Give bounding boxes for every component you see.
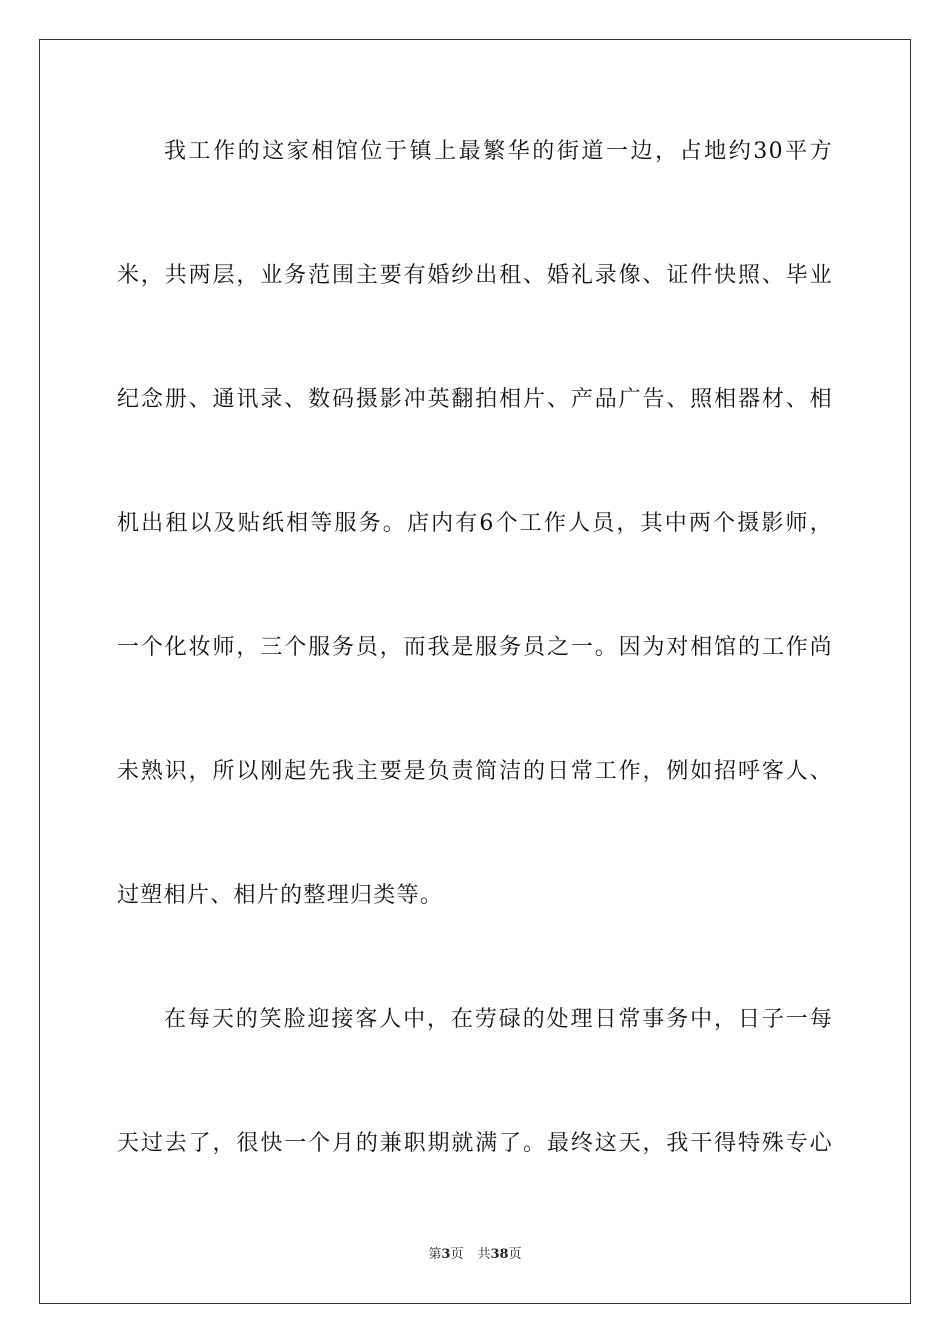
total-pages: 38: [490, 1247, 509, 1262]
total-prefix: 共: [477, 1247, 491, 1262]
paragraph-2-line-1: 在每天的笑脸迎接客人中，在劳碌的处理日常事务中，日子一每: [164, 1007, 833, 1032]
paragraph-1-line-5: 一个化妆师，三个服务员，而我是服务员之一。因为对相馆的工作尚: [117, 635, 833, 660]
page-border: [39, 39, 911, 1304]
total-suffix: 页: [508, 1247, 522, 1262]
paragraph-1-line-4: 机出租以及贴纸相等服务。店内有6个工作人员，其中两个摄影师，: [117, 511, 833, 536]
page-suffix: 页: [450, 1247, 464, 1262]
paragraph-1-line-2: 米，共两层，业务范围主要有婚纱出租、婚礼录像、证件快照、毕业: [117, 263, 833, 288]
paragraph-1-line-3: 纪念册、通讯录、数码摄影冲英翻拍相片、产品广告、照相器材、相: [117, 387, 833, 412]
paragraph-1-line-6: 未熟识，所以刚起先我主要是负责简洁的日常工作，例如招呼客人、: [117, 759, 833, 784]
paragraph-1-line-1: 我工作的这家相馆位于镇上最繁华的街道一边，占地约30平方: [164, 139, 833, 164]
paragraph-2-line-2: 天过去了，很快一个月的兼职期就满了。最终这天，我干得特殊专心: [117, 1131, 833, 1156]
page-number: 3: [441, 1247, 451, 1262]
page-prefix: 第: [428, 1247, 442, 1262]
page-footer: [0, 1245, 950, 1265]
paragraph-1-line-7: 过塑相片、相片的整理归类等。: [117, 883, 444, 908]
